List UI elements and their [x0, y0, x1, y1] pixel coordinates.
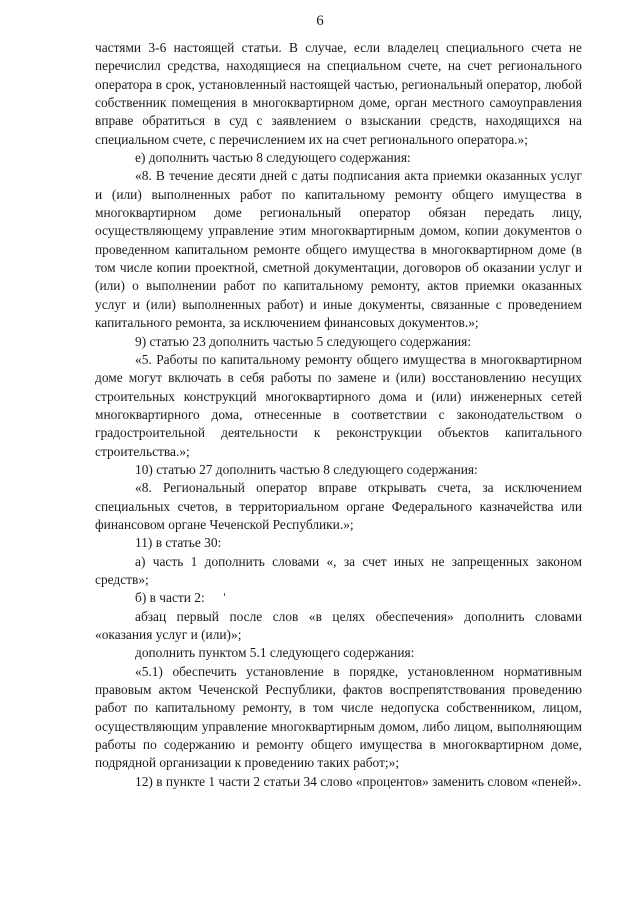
document-body	[95, 39, 582, 791]
paragraph-first-abzac: абзац первый после слов «в целях обеспечения» дополнить словами «оказания услуг и (или)»;	[95, 608, 582, 642]
paragraph-part-8-accounts-quote: «8. Региональный оператор вправе открывать счета, за исключением специальных счетов, в территориальном органе Федерального казначейства или финансовом органе Чеченской Республики.»;	[95, 480, 582, 532]
paragraph-add-point-5-1: дополнить пунктом 5.1 следующего содержания:	[135, 645, 415, 661]
paragraph-item-11: 11) в статье 30:	[135, 535, 222, 551]
page-number: 6	[316, 13, 324, 29]
paragraph-item-12: 12) в пункте 1 части 2 статьи 34 слово «процентов» заменить словом «пеней».	[135, 773, 582, 789]
paragraph-subitem-a: а) часть 1 дополнить словами «, за счет иных не запрещенных законом средств»;	[95, 553, 582, 587]
scan-artifact-mark	[224, 593, 225, 596]
paragraph-subitem-b: б) в части 2:	[135, 590, 205, 606]
paragraph-point-5-1-quote: «5.1) обеспечить установление в порядке, установленном нормативным правовым актом Чеченской Республики, фактов воспрепятствования проведению работ по капитальному ремонту, в том числе недопуска собственником, лицом, осуществляющим управление многоквартирным домом, либо лицом, выполняющим работы по содержанию и ремонту общего имущества в многоквартирном доме, подрядной организации к проведению таких работ;»;	[95, 663, 582, 771]
paragraph-continuation: частями 3-6 настоящей статьи. В случае, если владелец специального счета не перечислил средства, находящиеся на специальном счете, на счет регионального оператора в срок, установленный настоящей частью, региональный оператор, любой собственник помещения в многоквартирном доме, орган местного самоуправления вправе обратиться в суд с заявлением о взыскании средств, находящихся на специальном счете, с перечислением их на счет регионального оператора.»;	[95, 40, 582, 147]
paragraph-item-10: 10) статью 27 дополнить частью 8 следующего содержания:	[135, 461, 478, 477]
paragraph-item-9: 9) статью 23 дополнить частью 5 следующего содержания:	[135, 333, 472, 349]
paragraph-part-5-quote: «5. Работы по капитальному ремонту общего имущества в многоквартирном доме могут включать в себя работы по замене и (или) восстановлению несущих строительных конструкций многоквартирного дома и (или) инженерных сетей многоквартирного дома, отнесенные в соответствии с законодательством о градостроительной деятельности к реконструкции объектов капитального строительства.»;	[95, 351, 582, 459]
paragraph-subitem-e: е) дополнить частью 8 следующего содержания:	[135, 150, 411, 166]
paragraph-part-8-quote: «8. В течение десяти дней с даты подписания акта приемки оказанных услуг и (или) выполненных работ по капитальному ремонту общего имущества в многоквартирном доме региональный оператор обязан передать лицу, осуществляющему управление этим многоквартирным домом, копии документов о проведенном капитальном ремонте общего имущества в многоквартирном доме (в том числе копии проектной, сметной документации, договоров об оказании услуг и (или) о выполнении работ по капитальному ремонту, актов приемки оказанных услуг и (или) выполненных работ) и иные документы, связанные с проведением капитального ремонта, за исключением финансовых документов.»;	[95, 168, 582, 331]
